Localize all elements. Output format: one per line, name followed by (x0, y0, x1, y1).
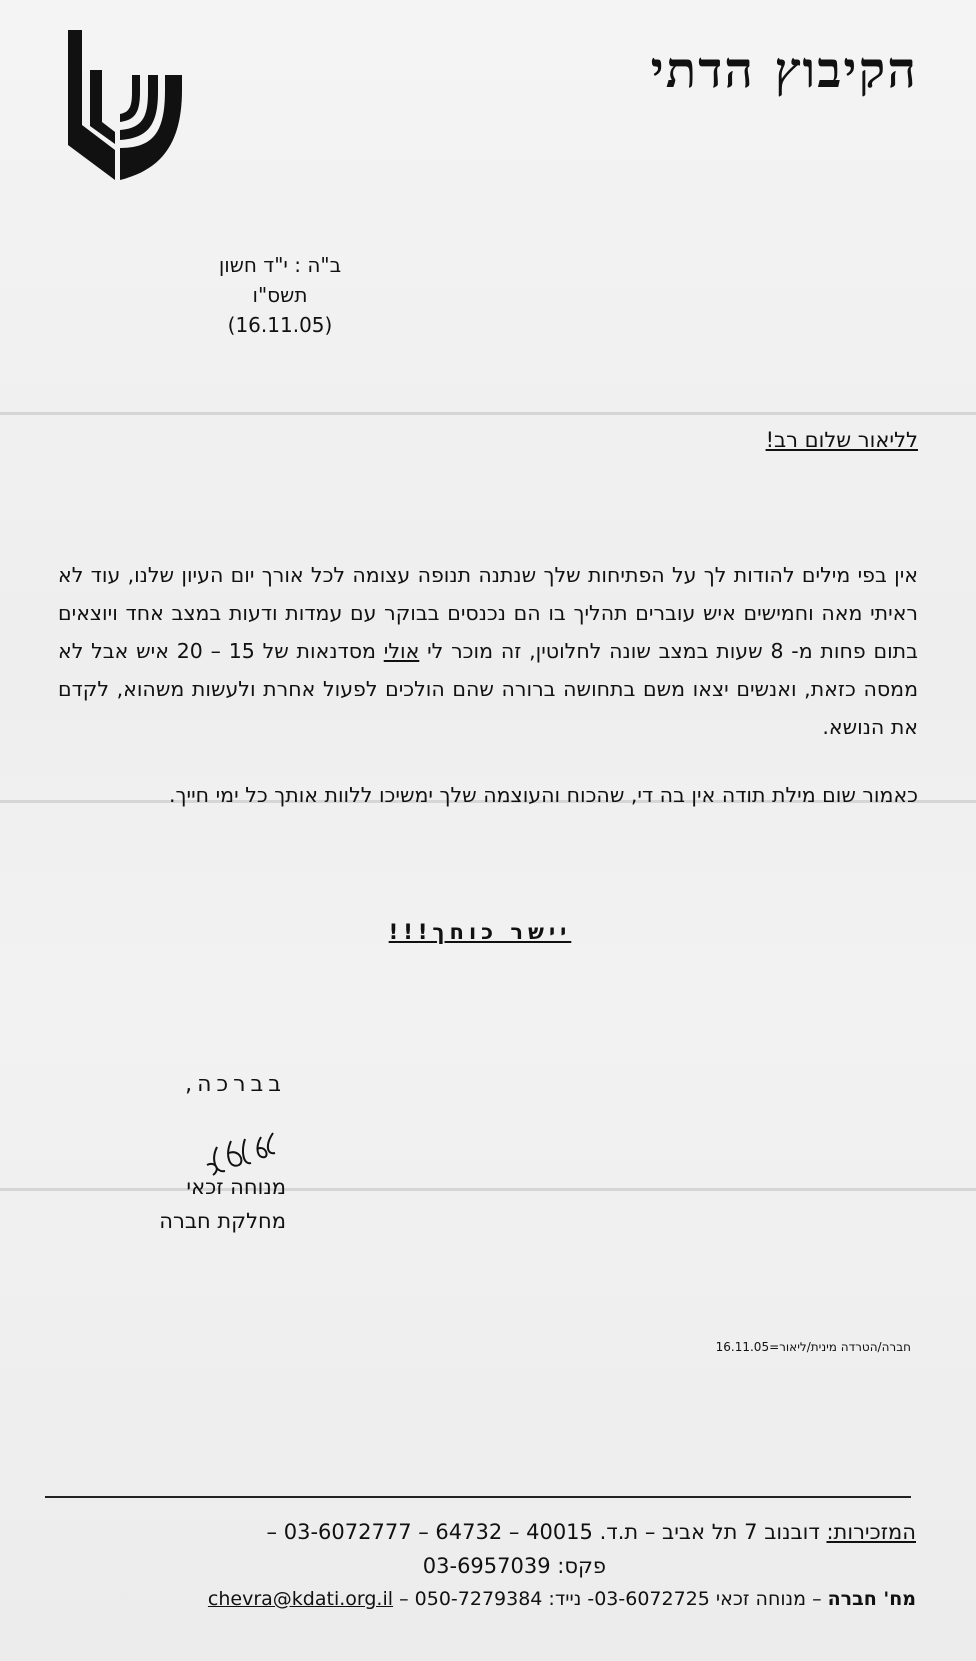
greeting: לליאור שלום רב! (765, 428, 918, 452)
emphasis-line: יישר כוחך!!! (388, 920, 572, 944)
email-link[interactable]: chevra@kdati.org.il (207, 1588, 394, 1610)
signer-name: מנוחה זכאי (186, 1175, 286, 1199)
department-label: מח' חברה (827, 1588, 916, 1610)
footer-contact-line (208, 1588, 916, 1610)
hebrew-date: ב"ה : י"ד חשון תשס"ו (218, 253, 342, 307)
contact-details: – מנוחה זכאי 03-6072725- נייד: 050-7279384 – (393, 1588, 828, 1610)
footer-divider (45, 1496, 911, 1498)
signer-department: מחלקת חברה (159, 1209, 286, 1233)
footer-fax: פקס: 03-6957039 (422, 1554, 606, 1578)
file-reference: חברה/הטרדה מינית/ליאור=16.11.05 (715, 1340, 911, 1354)
paper-fold (0, 1188, 976, 1191)
date-block (190, 250, 370, 340)
letter-body (58, 556, 918, 844)
signer-block (159, 1170, 286, 1238)
secretariat-label: המזכירות: (826, 1520, 916, 1544)
body-paragraph: אין בפי מילים להודות לך על הפתיחות שלך שנתנה תנופה עצומה לכל אורך יום העיון שלנו, עוד לא ראיתי מאה וחמישים איש עוברים תהליך בו הם נכנסים בבוקר עם עמדות ודעות במצב אחד ויוצאים בתום פחות מ- 8 שעות במצב שונה לחלוטין, זה מוכר לי אולי מסדנאות של 15 – 20 איש אבל לא ממסה כזאת, ואנשים יצאו משם בתחושה ברורה שהם הולכים לפעול אחרת ולעשות משהוא, לקדם את הנושא. (58, 563, 918, 739)
footer-address-line (267, 1520, 916, 1544)
gregorian-date: (16.11.05) (227, 313, 333, 337)
organization-title: הקיבוץ הדתי (650, 40, 918, 99)
kibbutz-logo-icon (60, 30, 190, 180)
closing: בברכה, (185, 1072, 286, 1097)
paper-fold (0, 412, 976, 415)
body-paragraph: כאמור שום מילת תודה אין בה די, שהכוח והעוצמה שלך ימשיכו ללוות אותך כל ימי חייך. (168, 783, 918, 807)
address: דובנוב 7 תל אביב – ת.ד. 40015 – 64732 – 03-6072777 – (266, 1520, 827, 1544)
underlined-word: אולי (383, 639, 420, 663)
